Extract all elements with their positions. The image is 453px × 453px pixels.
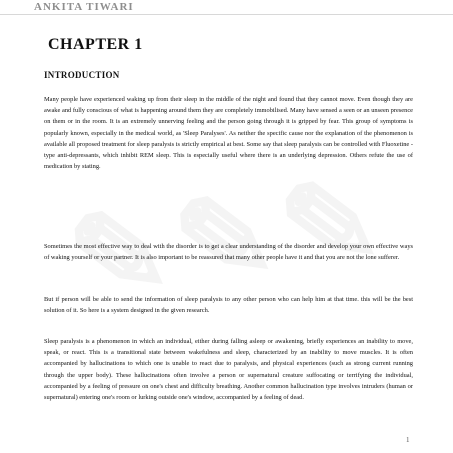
- paragraph-2: Sometimes the most effective way to deal with the disorder is to get a clear understanding of the disorder and develop your own effective ways of waking yourself or your partner. It is also important to be reassured that many other people have it and that you are not the lone sufferer.: [44, 243, 413, 262]
- header-rule: [0, 14, 453, 15]
- header-author: ANKITA TIWARI: [34, 1, 134, 13]
- paragraph-4: Sleep paralysis is a phenomenon in which an individual, either during falling asleep or awakening, briefly experiences an inability to move, speak, or react. This is a transitional state between wakefulness and sleep, characterized by an inability to move muscles. It is often accompanied by hallucinations to which one is unable to react due to paralysis, and physical experiences (such as strong current running through the upper body). These hallucinations often involve a person or supernatural creature suffocating or terrifying the individual, accompanied by a feeling of pressure on one's chest and difficulty breathing. Another common hallucination type involves intruders (human or supernatural) entering one's room or lurking outside one's window, accompanied by a feeling of dead.: [44, 338, 413, 402]
- paragraph-3: But if person will be able to send the information of sleep paralysis to any other person who can help him at that time. this will be the best solution of it. So here is a system designed in the given research.: [44, 296, 413, 315]
- paragraph-1: Many people have experienced waking up from their sleep in the middle of the night and found that they cannot move. Even though they are awake and fully conscious of what is happening around them they are completely immobilised. Many have sensed a seen or an unseen presence on them or in the room. It is an extremely unnerving feeling and the person going through it is gripped by fear. This group of symptoms is popularly known, especially in the medical world, as 'Sleep Paralyses'. As neither the specific cause nor the explanation of the phenomenon is available all proposed treatment for sleep paralysis is strictly empirical at best. Some say that sleep paralysis can be controlled with Fluoxetine - type anti-depressants, which inhibit REM sleep. This is especially useful where there is an underlying depression. Others refute the use of medication by stating.: [44, 96, 413, 171]
- page-number: 1: [406, 436, 410, 444]
- section-heading: INTRODUCTION: [44, 70, 120, 80]
- chapter-title: CHAPTER 1: [48, 36, 143, 53]
